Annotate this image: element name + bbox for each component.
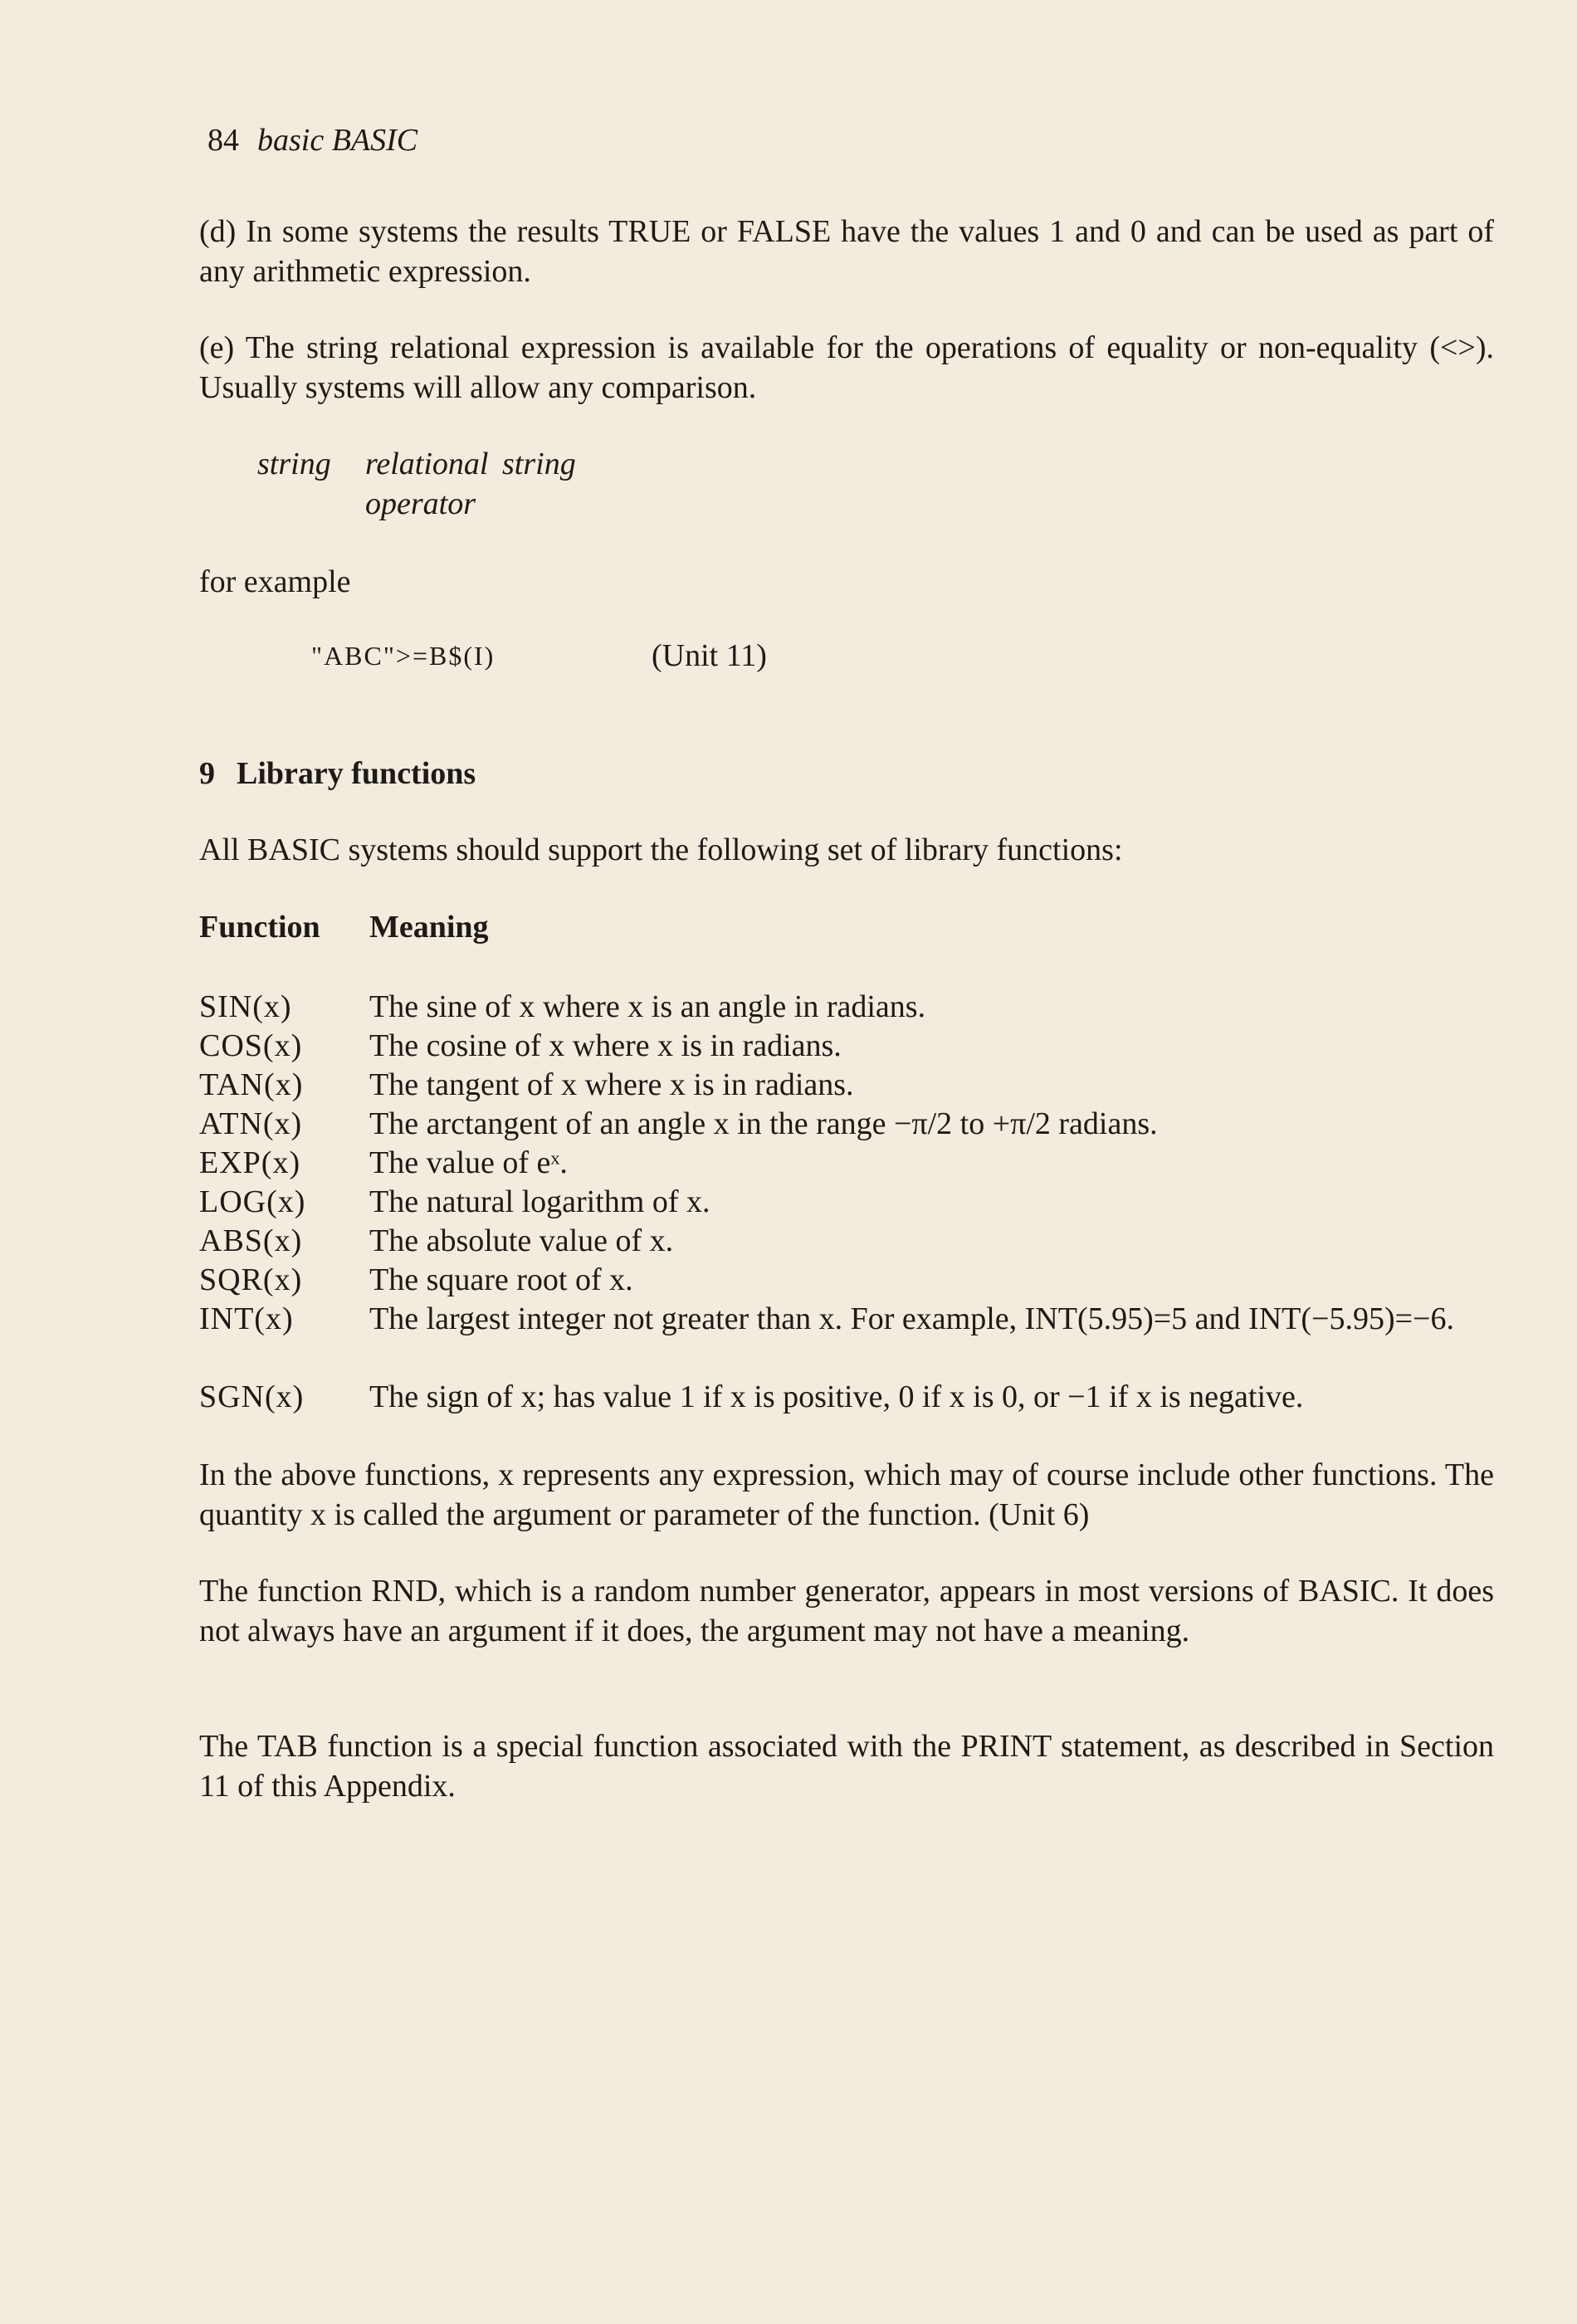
function-meaning: The arctangent of an angle x in the range −π/2 to +π/2 radians. bbox=[369, 1106, 1158, 1141]
function-meaning: The cosine of x where x is in radians. bbox=[369, 1028, 842, 1063]
function-name: SGN(x) bbox=[199, 1379, 305, 1414]
function-name: INT(x) bbox=[199, 1301, 294, 1336]
for-example-label: for example bbox=[199, 564, 351, 599]
running-header bbox=[208, 124, 417, 156]
function-meaning: The tangent of x where x is in radians. bbox=[369, 1067, 854, 1102]
syntax-string-right: string bbox=[502, 447, 576, 481]
function-name: LOG(x) bbox=[199, 1184, 306, 1219]
function-meaning: The value of eˣ. bbox=[369, 1145, 568, 1180]
book-title: basic BASIC bbox=[257, 123, 418, 158]
example-unit-ref: (Unit 11) bbox=[652, 638, 767, 673]
function-name: ABS(x) bbox=[199, 1223, 303, 1258]
paragraph-e: (e) The string relational expression is available for the operations of equality or non-equality (<>). Usually systems will allow any comparison. bbox=[199, 330, 1494, 405]
syntax-operator: operator bbox=[365, 486, 476, 521]
function-meaning: The sine of x where x is an angle in radians. bbox=[369, 989, 926, 1024]
syntax-string-left: string bbox=[257, 447, 331, 481]
example-code: "ABC">=B$(I) bbox=[311, 641, 496, 671]
syntax-relational: relational bbox=[365, 447, 489, 481]
paragraph-d: (d) In some systems the results TRUE or FALSE have the values 1 and 0 and can be used as part of any arithmetic expression. bbox=[199, 214, 1494, 289]
col-function-header: Function bbox=[199, 910, 320, 945]
function-name: TAN(x) bbox=[199, 1067, 304, 1102]
function-meaning: The square root of x. bbox=[369, 1262, 633, 1297]
function-name: EXP(x) bbox=[199, 1145, 301, 1180]
intro-paragraph: All BASIC systems should support the following set of library functions: bbox=[199, 832, 1123, 867]
function-name: ATN(x) bbox=[199, 1106, 303, 1141]
function-meaning: The natural logarithm of x. bbox=[369, 1184, 710, 1219]
section-number: 9 bbox=[199, 756, 215, 791]
function-name: SQR(x) bbox=[199, 1262, 303, 1297]
function-name: SIN(x) bbox=[199, 989, 292, 1024]
function-name: COS(x) bbox=[199, 1028, 303, 1063]
page-number: 84 bbox=[208, 123, 239, 158]
function-meaning: The largest integer not greater than x. For example, INT(5.95)=5 and INT(−5.95)=−6. bbox=[369, 1301, 1454, 1336]
function-meaning: The absolute value of x. bbox=[369, 1223, 674, 1258]
section-heading bbox=[199, 755, 476, 792]
section-title: Library functions bbox=[237, 756, 476, 791]
col-meaning-header: Meaning bbox=[369, 910, 489, 945]
paragraph-arguments: In the above functions, x represents any expression, which may of course include other functions. The quantity x is called the argument or parameter of the function. (Unit 6) bbox=[199, 1457, 1494, 1532]
paragraph-rnd: The function RND, which is a random number generator, appears in most versions of BASIC. It does not always have an argument if it does, the argument may not have a meaning. bbox=[199, 1574, 1494, 1648]
function-meaning: The sign of x; has value 1 if x is positive, 0 if x is 0, or −1 if x is negative. bbox=[369, 1379, 1304, 1414]
paragraph-tab: The TAB function is a special function associated with the PRINT statement, as described in Section 11 of this Appendix. bbox=[199, 1729, 1494, 1804]
